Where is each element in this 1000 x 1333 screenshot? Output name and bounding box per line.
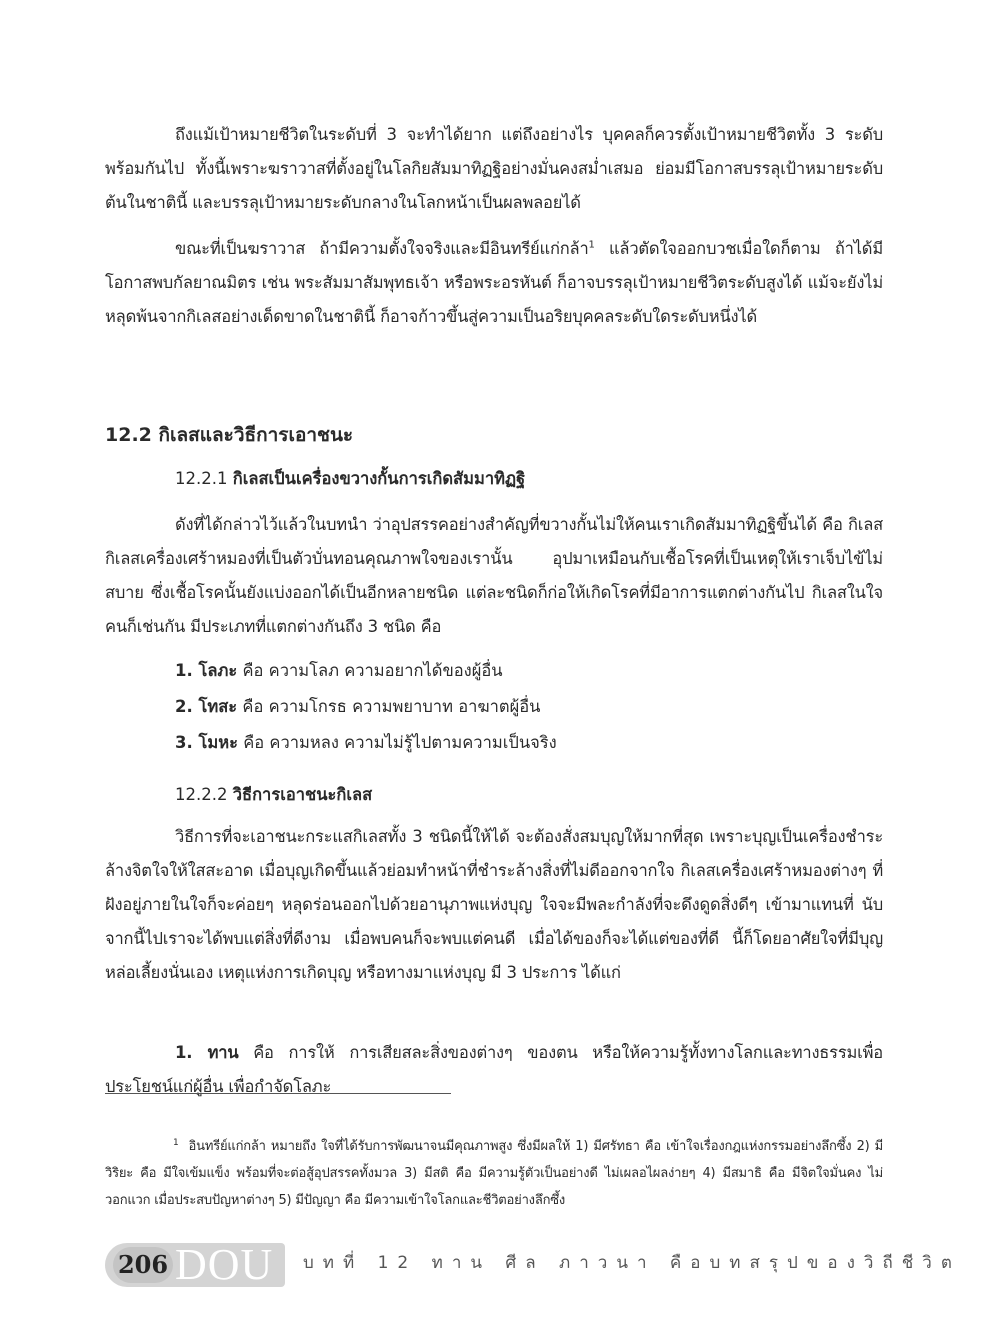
footer-badge	[105, 1240, 285, 1289]
paragraph-goal-levels: ถึงแม้เป้าหมายชีวิตในระดับที่ 3 จะทำได้ยาก แต่ถึงอย่างไร บุคคลก็ควรตั้งเป้าหมายชีวิตทั้ง 3 ระดับพร้อมกันไป ทั้งนี้เพราะฆราวาสที่ตั้งอยู่ในโลกิยสัมมาทิฏฐิอย่างมั่นคงสม่ำเสมอ ย่อมมีโอกาสบรรลุเป้าหมายระดับต้นในชาตินี้ และบรรลุเป้าหมายระดับกลางในโลกหน้าเป็นผลพลอยได้	[105, 125, 883, 212]
footnote-marker[interactable]: 1	[588, 239, 595, 251]
subsection-2-title: วิธีการเอาชนะกิเลส	[232, 785, 373, 804]
footnote-number: 1	[173, 1137, 179, 1148]
list-item-term: 2. โทสะ	[175, 697, 238, 716]
list-item-dosa	[175, 694, 540, 720]
list-item-term: 1. โลภะ	[175, 661, 238, 680]
subsection-2-number: 12.2.2	[175, 785, 228, 804]
subsection-1-title: กิเลสเป็นเครื่องขวางกั้นการเกิดสัมมาทิฏฐิ	[232, 469, 526, 488]
list-item-term: 3. โมหะ	[175, 733, 238, 752]
page-footer	[105, 1240, 961, 1295]
paragraph-layperson	[105, 232, 883, 334]
list-item-lobha	[175, 658, 503, 684]
footnote-divider	[105, 1093, 451, 1094]
paragraph-overcome-kilesa: วิธีการที่จะเอาชนะกระแสกิเลสทั้ง 3 ชนิดนี้ให้ได้ จะต้องสั่งสมบุญให้มากที่สุด เพราะบุญเป็นเครื่องชำระล้างจิตใจให้ใสสะอาด เมื่อบุญเกิดขึ้นแล้วย่อมทำหน้าที่ชำระล้างสิ่งที่ไม่ดีออกจากใจ กิเลสเครื่องเศร้าหมองต่างๆ ที่ฝังอยู่ภายในใจก็จะค่อยๆ หลุดร่อนออกไปด้วยอานุภาพแห่งบุญ ใจจะมีพละกำลังที่จะดึงดูดสิ่งดีๆ เข้ามาแทนที่ นับจากนี้ไปเราจะได้พบแต่สิ่งที่ดีงาม เมื่อพบคนก็จะพบแต่คนดี เมื่อได้ของก็จะได้แต่ของที่ดี นี้ก็โดยอาศัยใจที่มีบุญหล่อเลี้ยงนั่นเอง เหตุแห่งการเกิดบุญ หรือทางมาแห่งบุญ มี 3 ประการ ได้แก่	[105, 827, 883, 982]
footnote-text: อินทรีย์แก่กล้า หมายถึง ใจที่ได้รับการพัฒนาจนมีคุณภาพสูง ซึ่งมีผลให้ 1) มีศรัทธา คือ เข้าใจเรื่องกฎแห่งกรรมอย่างลึกซึ้ง 2) มีวิริยะ คือ มีใจเข้มแข็ง พร้อมที่จะต่อสู้อุปสรรคทั้งมวล 3) มีสติ คือ มีความรู้ตัวเป็นอย่างดี ไม่เผลอไผลง่ายๆ 4) มีสมาธิ คือ มีจิตใจมั่นคง ไม่วอกแวก เมื่อประสบปัญหาต่างๆ 5) มีปัญญา คือ มีความเข้าใจโลกและชีวิตอย่างลึกซึ้ง	[105, 1139, 883, 1208]
dana-term: 1. ทาน	[175, 1043, 239, 1062]
page-number: 206	[113, 1247, 173, 1283]
paragraph-layperson-part1: ขณะที่เป็นฆราวาส ถ้ามีความตั้งใจจริงและมีอินทรีย์แก่กล้า	[175, 239, 589, 258]
subsection-heading-2	[175, 782, 372, 808]
dana-desc: คือ การให้ การเสียสละสิ่งของต่างๆ ของตน หรือให้ความรู้ทั้งทางโลกและทางธรรมเพื่อประโยชน์แก่ผู้อื่น เพื่อกำจัดโลภะ	[105, 1043, 883, 1096]
subsection-heading-1	[175, 466, 525, 492]
chapter-title: บทที่ 12 ทาน ศีล ภาวนา คือบทสรุปของวิถีชีวิต	[303, 1253, 961, 1273]
section-heading: 12.2 กิเลสและวิธีการเอาชนะ	[105, 424, 354, 446]
list-item-desc: คือ ความโกรธ ความพยาบาท อาฆาตผู้อื่น	[237, 697, 541, 716]
list-item-desc: คือ ความโลภ ความอยากได้ของผู้อื่น	[237, 661, 503, 680]
dou-logo: DOU	[175, 1240, 274, 1289]
paragraph-kilesa-intro: ดังที่ได้กล่าวไว้แล้วในบทนำ ว่าอุปสรรคอย่างสำคัญที่ขวางกั้นไม่ให้คนเราเกิดสัมมาทิฏฐิขึ้นได้ คือ กิเลส กิเลสเครื่องเศร้าหมองที่เป็นตัวบั่นทอนคุณภาพใจของเรานั้น อุปมาเหมือนกับเชื้อโรคที่เป็นเหตุให้เราเจ็บไข้ไม่สบาย ซึ่งเชื้อโรคนั้นยังแบ่งออกได้เป็นอีกหลายชนิด แต่ละชนิดก็ก่อให้เกิดโรคที่มีอาการแตกต่างกันไป กิเลสในใจคนก็เช่นกัน มีประเภทที่แตกต่างกันถึง 3 ชนิด คือ	[105, 515, 883, 636]
subsection-1-number: 12.2.1	[175, 469, 228, 488]
list-item-moha	[175, 730, 557, 756]
list-item-desc: คือ ความหลง ความไม่รู้ไปตามความเป็นจริง	[237, 733, 557, 752]
paragraph-layperson-part2: แล้วตัดใจออกบวชเมื่อใดก็ตาม ถ้าได้มีโอกาสพบกัลยาณมิตร เช่น พระสัมมาสัมพุทธเจ้า หรือพระอรหันต์ ก็อาจบรรลุเป้าหมายชีวิตระดับสูงได้ แม้จะยังไม่หลุดพ้นจากกิเลสอย่างเด็ดขาดในชาตินี้ ก็อาจก้าวขึ้นสู่ความเป็นอริยบุคคลระดับใดระดับหนึ่งได้	[105, 239, 883, 326]
footnote	[105, 1133, 883, 1214]
